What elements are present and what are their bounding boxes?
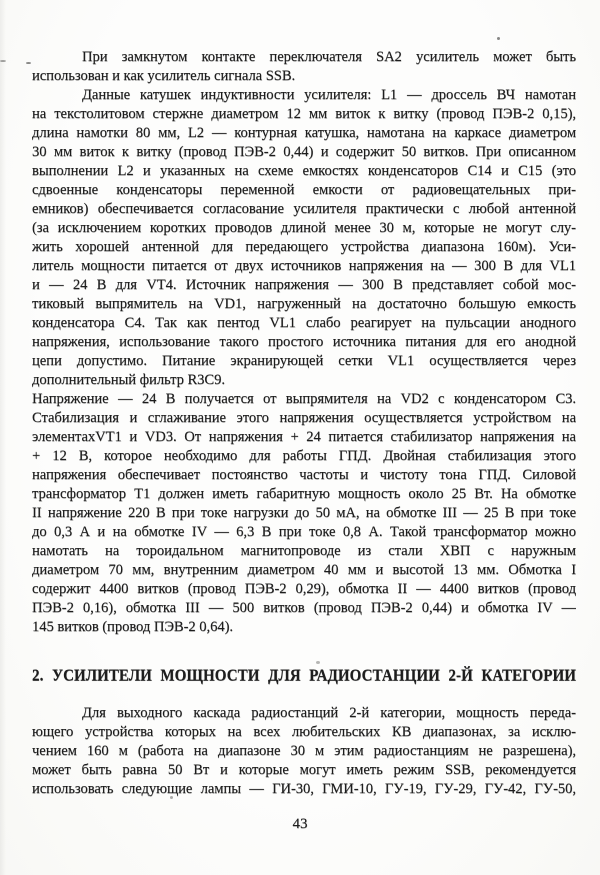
text-line: диаметром 70 мм, внутренним диаметром 40 мм и высотой 13 мм. Обмотка I — [32, 562, 576, 578]
body-text-lower — [32, 704, 576, 799]
text-line: ющего устройства которых на всех любительских КВ диапазонах, за исклю- — [32, 724, 576, 740]
text-line: Стабилизация и сглаживание этого напряжения осуществляется устройством на — [32, 410, 576, 426]
paragraph — [32, 48, 576, 86]
text-line: напряжения обеспечивает постоянство частоты и чистоту тона ГПД. Силовой — [32, 467, 576, 483]
text-line: (за исключением коротких проводов длиной менее 30 м, которые не могут слу- — [32, 220, 576, 236]
text-line: элементахVT1 и VD3. От напряжения + 24 питается стабилизатор напряжения на — [32, 429, 576, 445]
text-block — [32, 48, 576, 799]
scan-speck — [170, 796, 173, 799]
text-line: содержит 4400 витков (провод ПЭВ-2 0,29), обмотка II — 4400 витков (провод — [32, 581, 576, 597]
text-line: длина намотки 80 мм, L2 — контурная катушка, намотана на каркасе диаметром — [32, 125, 576, 141]
scan-speck — [497, 37, 500, 40]
text-line: Напряжение — 24 В получается от выпрямителя на VD2 с конденсатором С3. — [32, 391, 576, 407]
paragraph — [32, 86, 576, 390]
page-number: 43 — [292, 816, 308, 832]
scan-speck — [316, 661, 320, 664]
text-line: дополнительный фильтр R3C9. — [32, 372, 225, 388]
text-line: напряжения, использование такого простого источника питания для его анодной — [32, 334, 576, 350]
text-line: сдвоенные конденсаторы переменной емкости от радиовещательных при- — [32, 182, 576, 198]
text-line: Данные катушек индуктивности усилителя: L1 — дроссель ВЧ намотан — [82, 87, 576, 103]
paragraph — [32, 704, 576, 799]
text-line: 30 мм виток к витку (провод ПЭВ-2 0,44) и содержит 50 витков. При описанном — [32, 144, 576, 160]
text-line: намотать на тороидальном магнитопроводе из стали ХВП с наружным — [32, 543, 576, 559]
text-line: выполнении L2 и указанных на схеме емкостях конденсаторов С14 и С15 (это — [32, 163, 576, 179]
text-line: жить хорошей антенной для передающего устройства диапазона 160м). Уси- — [32, 239, 576, 255]
text-line: ПЭВ-2 0,16), обмотка III — 500 витков (провод ПЭВ-2 0,44) и обмотка IV — — [32, 600, 576, 616]
text-line: Для выходного каскада радиостанций 2-й категории, мощность переда- — [82, 705, 576, 721]
text-line: + 12 В, которое необходимо для работы ГПД. Двойная стабилизация этого — [32, 448, 576, 464]
text-line: При замкнутом контакте переключателя SA2 усилитель может быть — [82, 49, 576, 65]
text-line: до 0,3 А и на обмотке IV — 6,3 В при токе 0,8 А. Такой трансформатор можно — [32, 524, 576, 540]
text-line: на текстолитовом стержне диаметром 12 мм виток к витку (провод ПЭВ-2 0,15), — [32, 106, 576, 122]
text-line: литель мощности питается от двух источников напряжения на — 300 В для VL1 — [32, 258, 576, 274]
body-text-upper — [32, 48, 576, 637]
text-line: трансформатор Т1 должен иметь габаритную мощность около 25 Вт. На обмотке — [32, 486, 576, 502]
text-line: тиковый выпрямитель на VD1, нагруженный на достаточно большую емкость — [32, 296, 576, 312]
scan-speck — [26, 62, 31, 64]
text-line: чением 160 м (работа на диапазоне 30 м этим радиостанциям не разрешена), — [32, 743, 576, 759]
text-line: использовать следующие лампы — ГИ-30, ГМИ-10, ГУ-19, ГУ-29, ГУ-42, ГУ-50, — [32, 781, 576, 797]
section-heading: 2. УСИЛИТЕЛИ МОЩНОСТИ ДЛЯ РАДИОСТАНЦИИ 2-Й КАТЕГОРИИ — [32, 667, 576, 685]
text-line: емников) обеспечивается согласование усилителя практически с любой антенной — [32, 201, 576, 217]
text-line: может быть равна 50 Вт и которые могут иметь режим SSB, рекомендуется — [32, 762, 576, 778]
text-line: цепи допустимо. Питание экранирующей сетки VL1 осуществляется через — [32, 353, 576, 369]
text-line: 145 витков (провод ПЭВ-2 0,64). — [32, 619, 234, 635]
text-line: конденсатора С4. Так как пентод VL1 слабо реагирует на пульсации анодного — [32, 315, 576, 331]
text-line: использован и как усилитель сигнала SSB. — [32, 68, 296, 84]
paragraph — [32, 390, 576, 637]
text-line: II напряжение 220 В при токе нагрузки до 50 мА, на обмотке III — 25 В при токе — [32, 505, 576, 521]
scan-speck — [0, 60, 6, 62]
text-line: и — 24 В для VT4. Источник напряжения — 300 В представляет собой мос- — [32, 277, 576, 293]
